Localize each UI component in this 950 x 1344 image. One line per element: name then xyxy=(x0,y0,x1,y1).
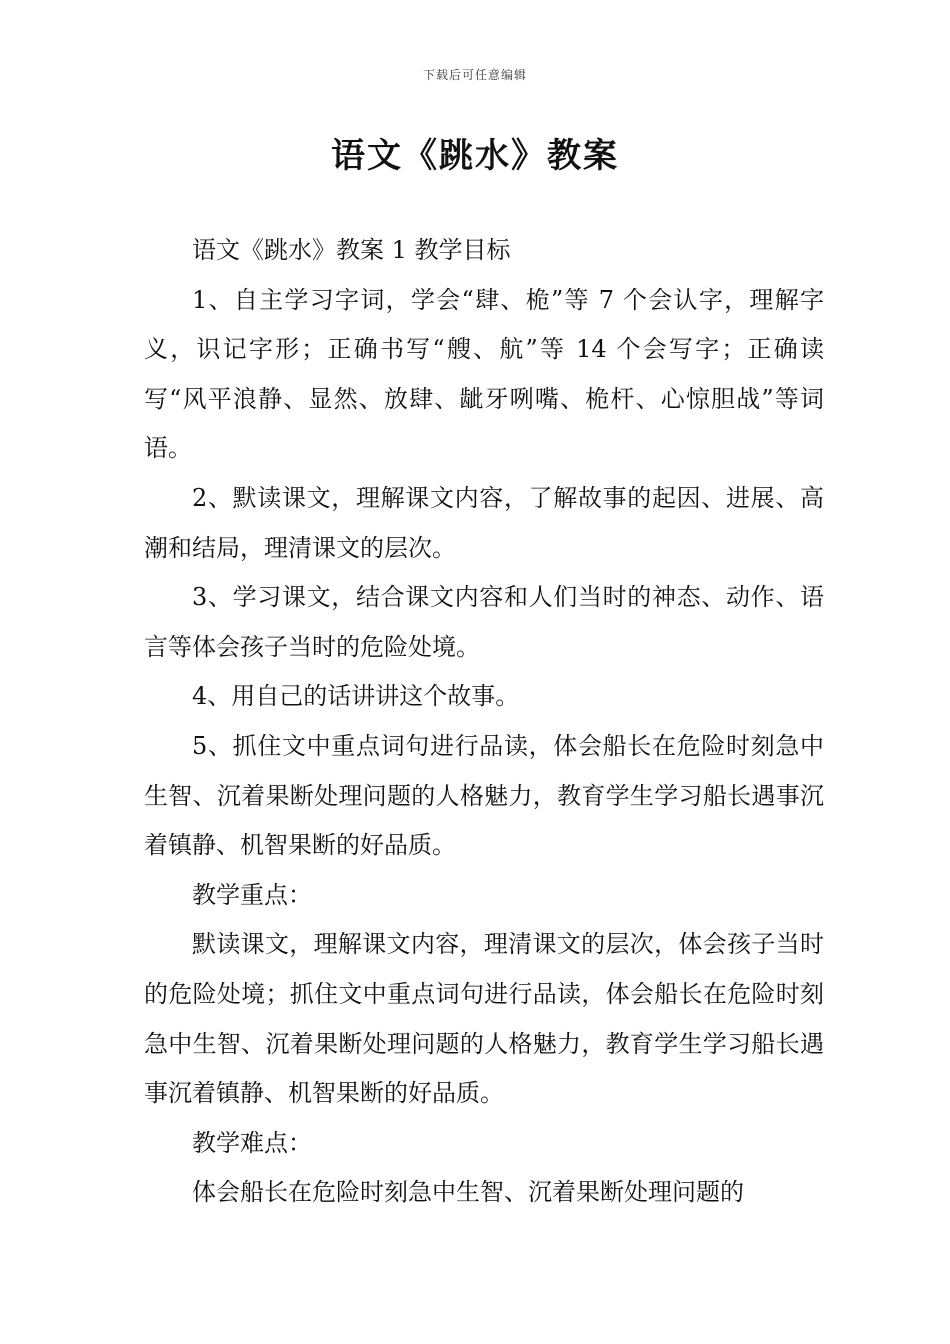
document-body xyxy=(144,226,824,1218)
page-header-note: 下载后可任意编辑 xyxy=(422,68,527,82)
paragraph-objective-4: 4、用自己的话讲讲这个故事。 xyxy=(192,682,520,711)
document-title: 语文《跳水》教案 xyxy=(331,136,619,176)
paragraph-objective-2: 2、默读课文，理解课文内容，了解故事的起因、进展、高潮和结局，理清课文的层次。 xyxy=(144,483,824,562)
paragraph-section-heading: 语文《跳水》教案 1 教学目标 xyxy=(192,236,511,264)
paragraph-difficulties-heading: 教学难点： xyxy=(192,1128,312,1157)
paragraph-objective-3: 3、学习课文，结合课文内容和人们当时的神态、动作、语言等体会孩子当时的危险处境。 xyxy=(144,583,824,661)
paragraph-objective-5: 5、抓住文中重点词句进行品读，体会船长在危险时刻急中生智、沉着果断处理问题的人格魅力，教育学生学习船长遇事沉着镇静、机智果断的好品质。 xyxy=(144,731,824,860)
paragraph-difficulties: 体会船长在危险时刻急中生智、沉着果断处理问题的 xyxy=(192,1178,744,1207)
paragraph-key-points: 默读课文，理解课文内容，理清课文的层次，体会孩子当时的危险处境；抓住文中重点词句进行品读，体会船长在危险时刻急中生智、沉着果断处理问题的人格魅力，教育学生学习船长遇事沉着镇静、机智果断的好品质。 xyxy=(144,930,824,1108)
paragraph-key-points-heading: 教学重点： xyxy=(192,880,312,909)
paragraph-objective-1: 1、自主学习字词，学会“肆、桅”等 7 个会认字，理解字义，识记字形；正确书写“艘、航”等 14 个会写字；正确读写“风平浪静、显然、放肆、龇牙咧嘴、桅杆、心惊胆战”等词语。 xyxy=(144,285,824,463)
